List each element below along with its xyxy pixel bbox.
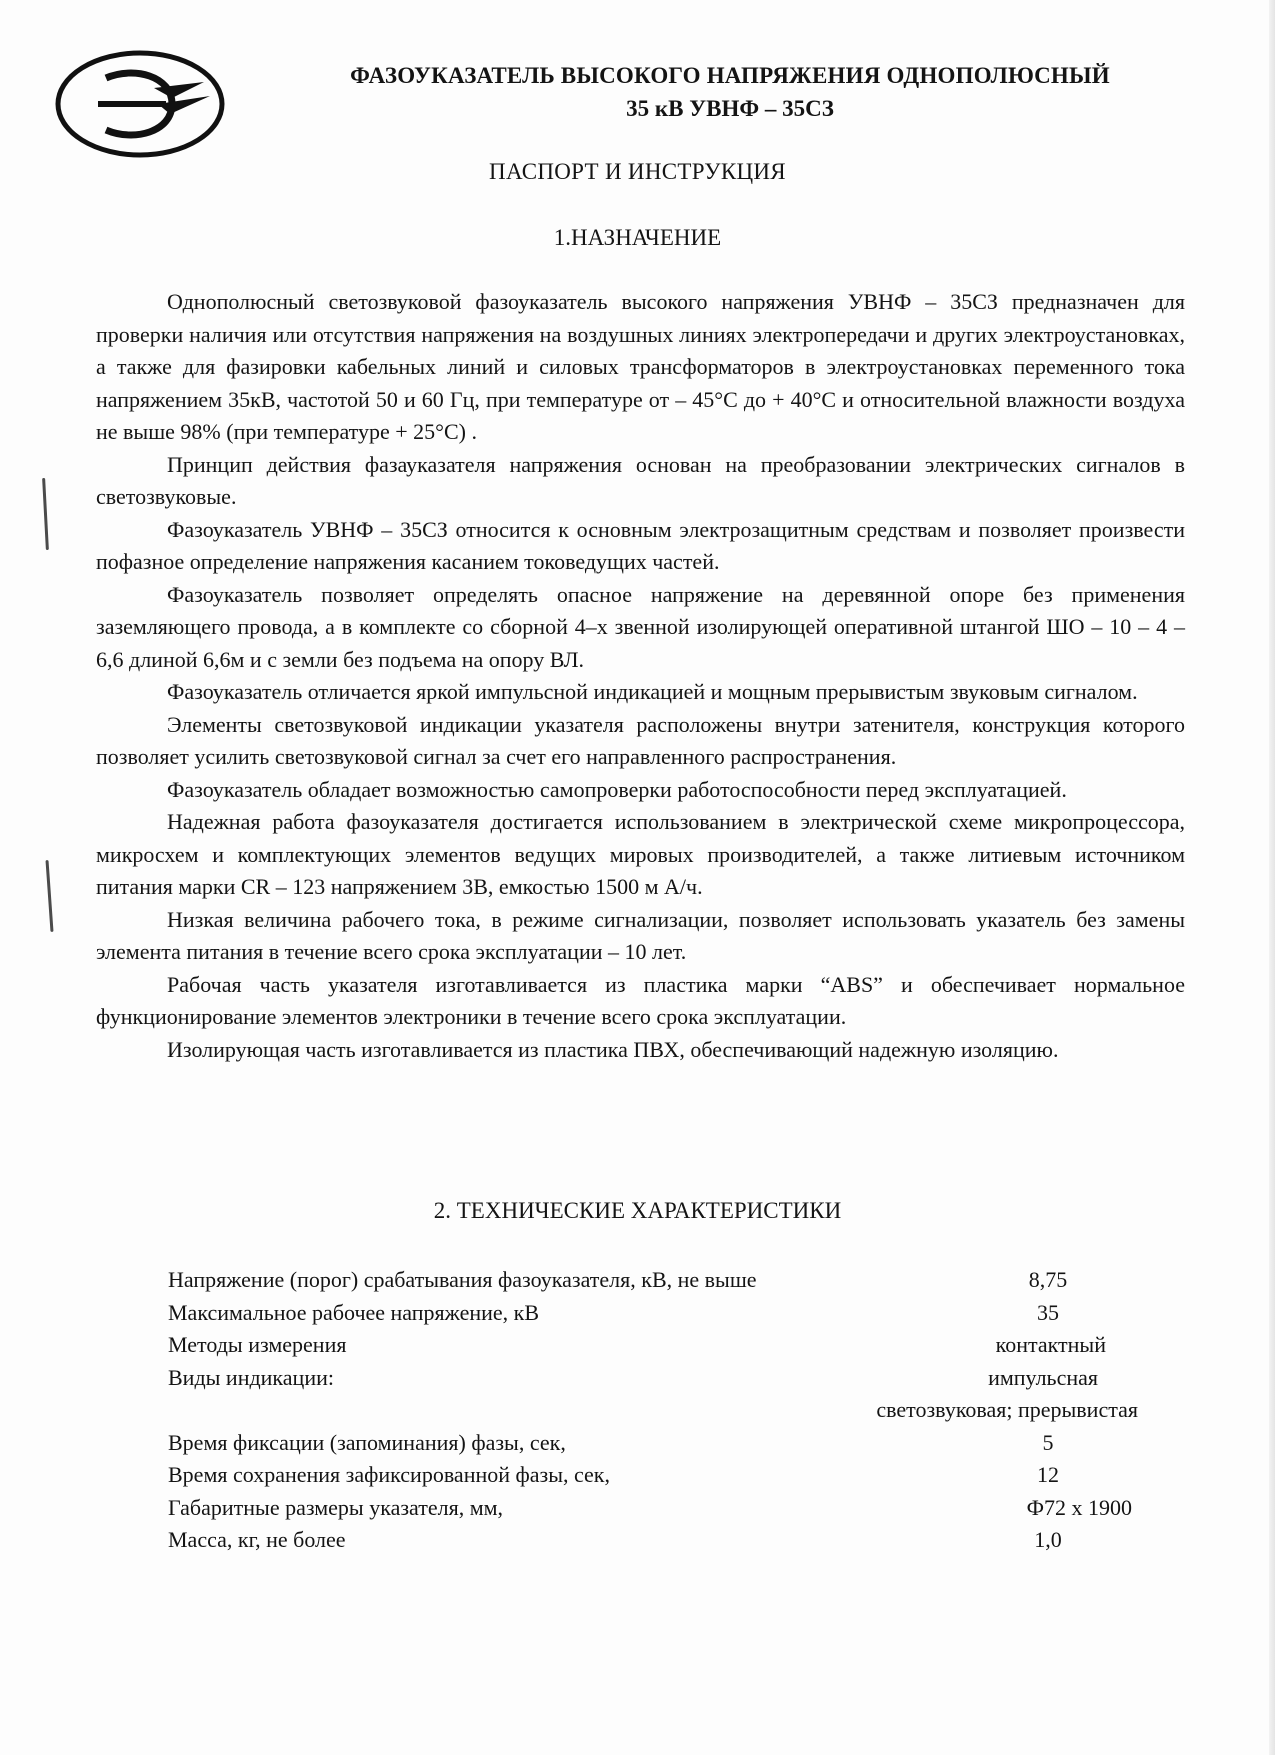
- spec-row: [168, 1430, 1138, 1463]
- company-logo-icon: [54, 48, 226, 160]
- spec-label: Время сохранения зафиксированной фазы, сек,: [168, 1462, 610, 1487]
- margin-pen-mark: [45, 860, 53, 932]
- spec-label: Максимальное рабочее напряжение, кВ: [168, 1299, 540, 1325]
- purpose-body: [96, 286, 1185, 1066]
- paragraph: Надежная работа фазоуказателя достигается использованием в электрической схеме микропроцессора, микросхем и комплектующих элементов ведущих мировых производителей, а также литиевым источником питания марки CR – 123 напряжением 3В, емкостью 1500 м А/ч.: [96, 809, 1185, 899]
- spec-value: 35: [1037, 1299, 1059, 1325]
- spec-value: 1,0: [1034, 1527, 1062, 1552]
- paragraph: Фазоуказатель позволяет определять опасное напряжение на деревянной опоре без применения заземляющего провода, а в комплекте со сборной 4–х звенной изолирующей оперативной штангой ШО – 10 – 4 – 6,6 длиной 6,6м и с земли без подъема на опору ВЛ.: [96, 581, 1185, 672]
- paragraph: Фазоуказатель УВНФ – 35СЗ относится к основным электрозащитным средствам и позволяет произвести пофазное определение напряжения касанием токоведущих частей.: [96, 516, 1185, 574]
- spec-label: Габаритные размеры указателя, мм,: [168, 1494, 504, 1520]
- section-title-purpose: 1.НАЗНАЧЕНИЕ: [553, 225, 722, 250]
- paragraph: Элементы светозвуковой индикации указателя расположены внутри затенителя, конструкция которого позволяет усилить светозвуковой сигнал за счет его направленного распространения.: [96, 711, 1185, 769]
- paragraph: Рабочая часть указателя изготавливается из пластика марки “ABS” и обеспечивает нормальное функционирование элементов электроники в течение всего срока эксплуатации.: [96, 971, 1185, 1029]
- spec-label: Масса, кг, не более: [168, 1527, 346, 1552]
- paragraph: Изолирующая часть изготавливается из пластика ПВХ, обеспечивающий надежную изоляцию.: [167, 1036, 1059, 1062]
- spec-row: [168, 1495, 1138, 1528]
- paragraph: Фазоуказатель обладает возможностью самопроверки работоспособности перед эксплуатацией.: [167, 776, 1067, 802]
- paragraph: Однополюсный светозвуковой фазоуказатель высокого напряжения УВНФ – 35СЗ предназначен для проверки наличия или отсутствия напряжения на воздушных линиях электропередачи и других электроустановках, а также для фазировки кабельных линий и силовых трансформаторов в электроустановках переменного тока напряжением 35кВ, частотой 50 и 60 Гц, при температуре от – 45°С до + 40°С и относительной влажности воздуха не выше 98% (при температуре + 25°С) .: [96, 289, 1185, 444]
- spec-value: контактный: [995, 1332, 1106, 1357]
- spec-row: [168, 1462, 1138, 1495]
- spec-row: [168, 1332, 1138, 1365]
- spec-value: Ф72 х 1900: [1026, 1494, 1132, 1520]
- spec-label: Время фиксации (запоминания) фазы, сек,: [168, 1429, 566, 1455]
- spec-value: импульсная: [988, 1364, 1098, 1390]
- paragraph: Принцип действия фазауказателя напряжения основан на преобразовании электрических сигналов в светозвуковые.: [96, 451, 1185, 509]
- spec-value: 5: [1042, 1429, 1054, 1455]
- document-subtitle: ПАСПОРТ И ИНСТРУКЦИЯ: [489, 159, 786, 184]
- document-title-line1: ФАЗОУКАЗАТЕЛЬ ВЫСОКОГО НАПРЯЖЕНИЯ ОДНОПОЛЮСНЫЙ: [350, 63, 1110, 88]
- margin-pen-mark: [42, 478, 49, 550]
- paragraph: Низкая величина рабочего тока, в режиме сигнализации, позволяет использовать указатель без замены элемента питания в течение всего срока эксплуатации – 10 лет.: [96, 906, 1185, 964]
- spec-label: Виды индикации:: [168, 1364, 334, 1390]
- spec-row: [168, 1365, 1138, 1430]
- document-title-line2: 35 кВ УВНФ – 35СЗ: [626, 96, 834, 121]
- spec-value: 8,75: [1028, 1267, 1068, 1292]
- spec-value-extra: светозвуковая; прерывистая: [876, 1396, 1138, 1422]
- scan-edge: [1269, 0, 1275, 1755]
- spec-label: Методы измерения: [168, 1332, 347, 1357]
- section-title-specs: 2. ТЕХНИЧЕСКИЕ ХАРАКТЕРИСТИКИ: [433, 1198, 842, 1223]
- spec-row: [168, 1267, 1138, 1300]
- spec-label: Напряжение (порог) срабатывания фазоуказателя, кВ, не выше: [168, 1267, 757, 1292]
- spec-value: 12: [1037, 1462, 1059, 1487]
- spec-row: [168, 1527, 1138, 1560]
- spec-row: [168, 1300, 1138, 1333]
- paragraph: Фазоуказатель отличается яркой импульсной индикацией и мощным прерывистым звуковым сигналом.: [167, 679, 1138, 704]
- specs-table: [168, 1267, 1138, 1560]
